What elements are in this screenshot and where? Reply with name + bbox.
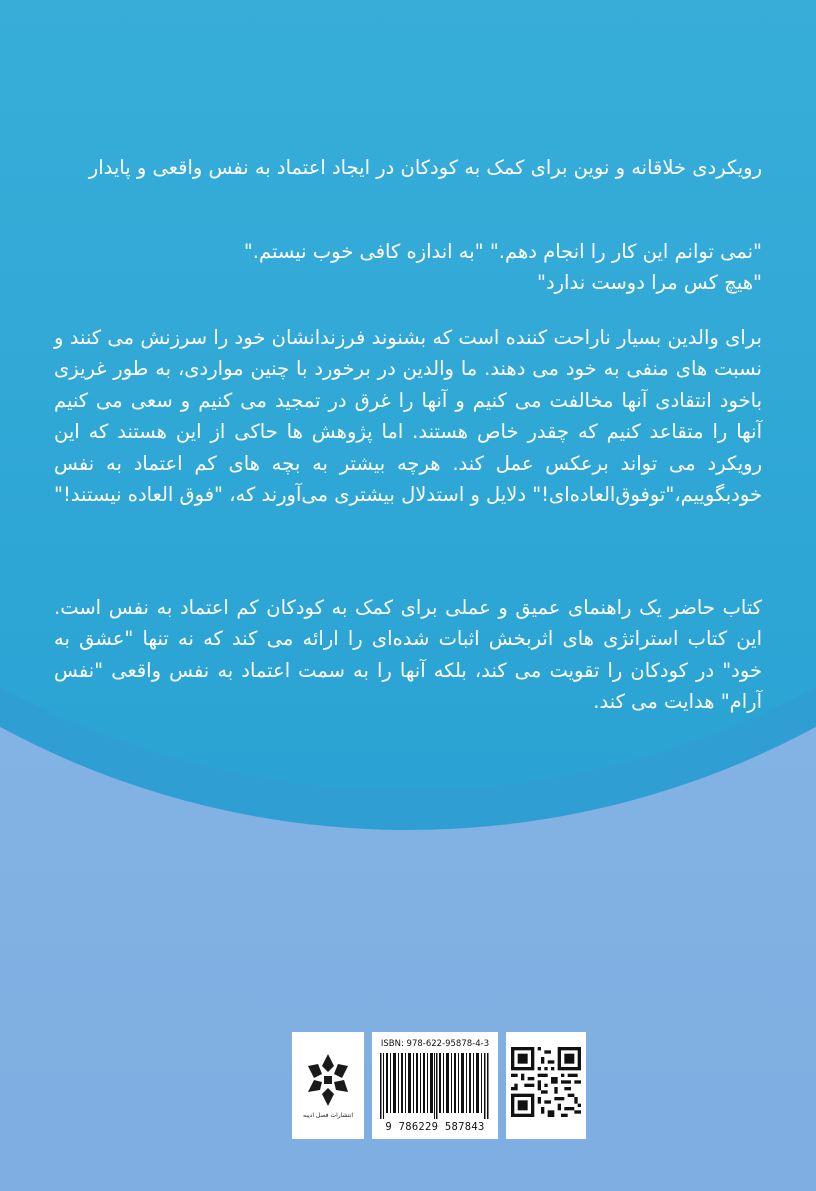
paragraph-1-text: برای والدین بسیار ناراحت کننده است که بشنوند فرزندانشان خود را سرزنش می کنند و نسبت های منفی به خود می دهند. ما والدین در برخورد با چنین مواردی، به طور غریزی باخود انتقادی آنها مخالفت می کنیم و آنها را غرق در تمجید می کنیم و سعی می کنیم آنها را متقاعد کنیم که چقدر خاص هستند. اما پژوهش ها حاکی از این هستند که این رویکرد می تواند برعکس عمل کند. هرچه بیشتر به بچه های کم اعتماد به نفس خودبگوییم،"توفوق‌العاده‌ای!" دلایل و استدلال بیشتری می‌آورند که، "فوق العاده نیستند!" — [54, 326, 762, 507]
publisher-logo-box — [292, 1032, 364, 1139]
publisher-name: انتشارات فصل ادیبه — [302, 1112, 353, 1119]
isbn-barcode-box — [372, 1032, 498, 1139]
paragraph-2-text: کتاب حاضر یک راهنمای عمیق و عملی برای کمک به کودکان کم اعتماد به نفس است. این کتاب استراتژی های اثربخش اثبات شده‌ای را ارائه می کند که نه تنها "عشق به خود" در کودکان را تقویت می کند، بلکه آنها را به سمت اعتماد به نفس واقعی "نفس آرام" هدایت می کند. — [54, 596, 762, 714]
qr-code-box — [506, 1032, 586, 1139]
isbn-label: ISBN: 978-622-95878-4-3 — [380, 1039, 490, 1049]
qr-code-icon — [511, 1047, 581, 1117]
barcode-icon — [380, 1053, 490, 1119]
description-paragraph-2 — [54, 592, 762, 718]
quote-line-1: "نمی توانم این کار را انجام دهم." "به اندازه کافی خوب نیستم." — [243, 240, 762, 263]
barcode-digits: 9 786229 587843 — [385, 1121, 485, 1133]
quotes-block — [54, 236, 762, 299]
star-logo-icon — [304, 1052, 352, 1108]
description-paragraph-1 — [54, 322, 762, 510]
quote-line-2: "هیچ کس مرا دوست ندارد" — [536, 271, 762, 295]
tagline: رویکردی خلاقانه و نوین برای کمک به کودکان در ایجاد اعتماد به نفس واقعی و پایدار — [88, 156, 762, 179]
tagline-text — [54, 152, 762, 183]
